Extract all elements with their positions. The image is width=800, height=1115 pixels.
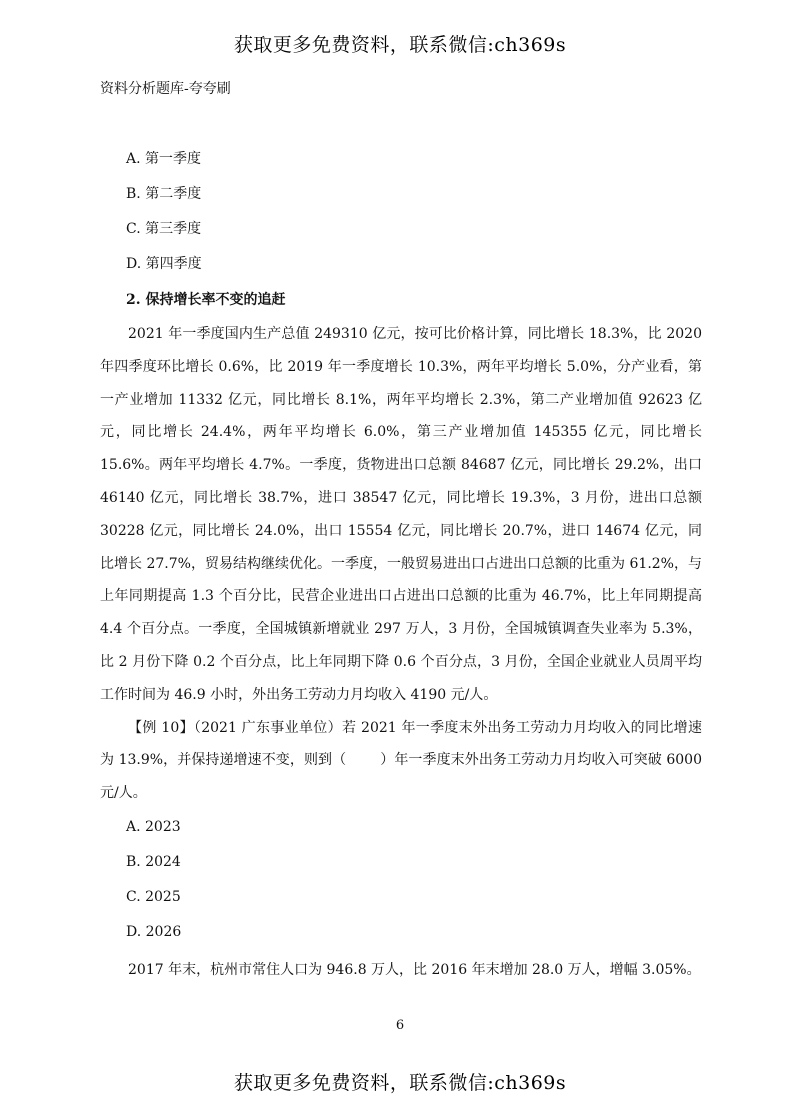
page-number: 6	[395, 1018, 405, 1033]
option-d: D. 第四季度	[126, 256, 202, 272]
example-option-c: C. 2025	[126, 888, 181, 905]
passage-paragraph: 2021 年一季度国内生产总值 249310 亿元，按可比价格计算，同比增长 18.3%，比 2020 年四季度环比增长 0.6%，比 2019 年一季度增长 10.3%，两年平均增长 5.0%，分产业看，第一产业增加 11332 亿元，同比增长 8.1%，两年平均增长 2.3%，第二产业增加值 92623 亿元，同比增长 24.4%，两年平均增长 6.0%，第三产业增加值 145355 亿元，同比增长 15.6%。两年平均增长 4.7%。一季度，货物进出口总额 84687 亿元，同比增长 29.2%，出口 46140 亿元，同比增长 38.7%，进口 38547 亿元，同比增长 19.3%，3 月份，进出口总额 30228 亿元，同比增长 24.0%，出口 15554 亿元，同比增长 20.7%，进口 14674 亿元，同比增长 27.7%，贸易结构继续优化。一季度，一般贸易进出口占进出口总额的比重为 61.2%，与上年同期提高 1.3 个百分比，民营企业进出口占进出口总额的比重为 46.7%，比上年同期提高 4.4 个百分点。一季度，全国城镇新增就业 297 万人，3 月份，全国城镇调查失业率为 5.3%，比 2 月份下降 0.2 个百分点，比上年同期下降 0.6 个百分点，3 月份，全国企业就业人员周平均工作时间为 46.9 小时，外出务工劳动力月均收入 4190 元/人。	[100, 326, 702, 703]
example-source: （2021 广东事业单位）	[193, 719, 342, 736]
option-b: B. 第二季度	[126, 186, 202, 202]
example-option-b: B. 2024	[126, 853, 181, 870]
watermark-bottom: 获取更多免费资料，联系微信:ch369s	[233, 1072, 567, 1094]
document-body	[100, 142, 702, 990]
example-option-a: A. 2023	[126, 818, 181, 835]
option-c: C. 第三季度	[126, 221, 202, 237]
example-text-after: ）年一季度末外出务工劳动力月均收入可突破 6000 元/人。	[100, 752, 702, 802]
option-a: A. 第一季度	[126, 151, 202, 167]
header-label: 资料分析题库-夸夸刷	[100, 81, 231, 97]
example-option-d: D. 2026	[126, 923, 182, 940]
example-question	[100, 712, 702, 810]
example-text-before: 若 2021 年一季度末外出务工劳动力月均收入的同比增速为 13.9%，并保持递增速不变，则到（	[100, 719, 702, 769]
closing-text: 2017 年末，杭州市常住人口为 946.8 万人，比 2016 年末增加 28.0 万人，增幅 3.05%。	[128, 961, 701, 978]
section-title: 2. 保持增长率不变的追赶	[126, 292, 286, 308]
watermark-top: 获取更多免费资料，联系微信:ch369s	[233, 34, 567, 56]
example-label: 【例 10】	[128, 719, 194, 736]
